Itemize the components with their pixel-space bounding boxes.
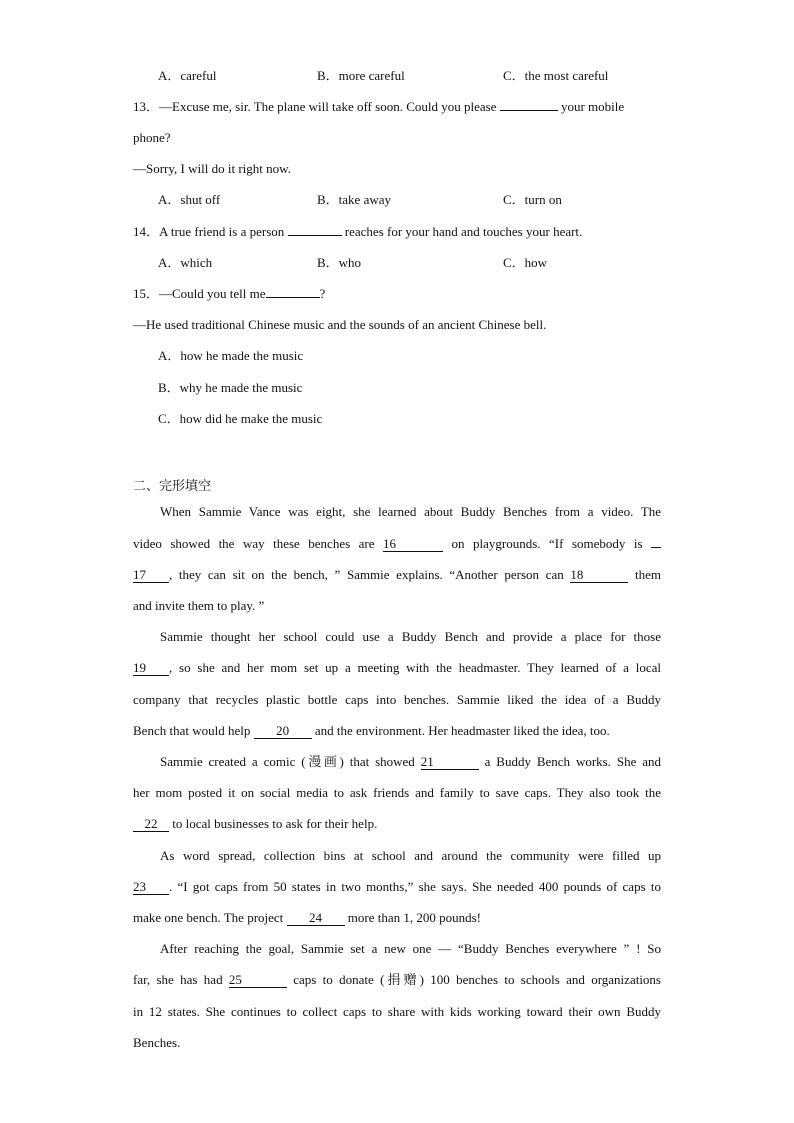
p1-line1: When Sammie Vance was eight, she learned about Buddy Benches from a video. The: [160, 504, 661, 519]
p1-line3-text-end: them: [635, 567, 662, 582]
blank-17[interactable]: 17: [133, 568, 169, 583]
q12-option-b[interactable]: B．more careful: [317, 68, 405, 83]
p4-line3-text: make one bench. The project: [133, 910, 284, 925]
blank-20[interactable]: 20: [254, 724, 312, 739]
q14-stem-text-end: reaches for your hand and touches your heart.: [344, 224, 583, 239]
p2-line4-text: Bench that would help: [133, 723, 251, 738]
blank-22[interactable]: 22: [133, 817, 169, 832]
p5-line2-text: far, she has had: [133, 972, 223, 987]
p3-line3-text: to local businesses to ask for their help.: [172, 816, 378, 831]
blank-18[interactable]: 18: [570, 568, 628, 583]
q15-option-a[interactable]: A．how he made the music: [158, 348, 304, 363]
q13-stem-text-end: your mobile: [560, 99, 625, 114]
blank-21[interactable]: 21: [421, 755, 479, 770]
p3-line1-text-end: a Buddy Bench works. She and: [484, 754, 662, 769]
blank-16[interactable]: 16: [383, 537, 443, 552]
p5-line2: [133, 972, 661, 988]
q14-option-c[interactable]: C．how: [503, 255, 548, 270]
p2-line3: company that recycles plastic bottle caps into benches. Sammie liked the idea of a Buddy: [133, 692, 661, 707]
blank-24[interactable]: 24: [287, 911, 345, 926]
p4-line1: As word spread, collection bins at school and around the community were filled up: [160, 848, 661, 863]
p2-line2: [133, 660, 661, 676]
q15-reply: —He used traditional Chinese music and the sounds of an ancient Chinese bell.: [133, 317, 547, 332]
q13-blank[interactable]: [500, 110, 558, 111]
q13-stem-text: 13．—Excuse me, sir. The plane will take off soon. Could you please: [133, 99, 497, 114]
p1-line2-text-end: on playgrounds. “If somebody is: [451, 536, 643, 551]
q14-option-b[interactable]: B．who: [317, 255, 362, 270]
q13-stem-continued: phone?: [133, 130, 171, 145]
q14-stem: [133, 224, 582, 240]
q13-option-b[interactable]: B．take away: [317, 192, 392, 207]
q13-option-c[interactable]: C．turn on: [503, 192, 562, 207]
p1-line2: [133, 536, 661, 552]
p1-line3: [133, 567, 661, 583]
q13-stem: [133, 99, 624, 115]
p3-line2: her mom posted it on social media to ask friends and family to save caps. They also took the: [133, 785, 661, 800]
blank-23[interactable]: 23: [133, 880, 169, 895]
q14-option-a[interactable]: A．which: [158, 255, 213, 270]
q15-stem-text: 15．—Could you tell me: [133, 286, 266, 301]
p3-line1: [133, 754, 661, 770]
p1-line4: and invite them to play. ”: [133, 598, 265, 613]
p4-line3: [133, 910, 481, 926]
q14-stem-text: 14．A true friend is a person: [133, 224, 285, 239]
p5-line4: Benches.: [133, 1035, 181, 1050]
p4-line2: [133, 879, 661, 895]
q15-blank[interactable]: [266, 297, 320, 298]
q15-stem-text-end: ?: [319, 286, 326, 301]
p1-line3-text: , they can sit on the bench, ” Sammie explains. “Another person can: [169, 567, 564, 582]
p2-line4: [133, 723, 610, 739]
p5-line1: After reaching the goal, Sammie set a new one — “Buddy Benches everywhere ” ! So: [160, 941, 661, 956]
p3-line3: [133, 816, 377, 832]
p2-line1: Sammie thought her school could use a Buddy Bench and provide a place for those: [160, 629, 661, 644]
q13-option-a[interactable]: A．shut off: [158, 192, 221, 207]
q15-option-c[interactable]: C．how did he make the music: [158, 411, 323, 426]
p2-line4-text-end: and the environment. Her headmaster liked the idea, too.: [314, 723, 610, 738]
p5-line3: in 12 states. She continues to collect caps to share with kids working toward their own Buddy: [133, 1004, 661, 1019]
p5-line2-text-end: caps to donate (捐赠) 100 benches to schools and organizations: [293, 972, 661, 987]
blank-19[interactable]: 19: [133, 661, 169, 676]
blank-25[interactable]: 25: [229, 973, 287, 988]
p3-line1-text: Sammie created a comic (漫画) that showed: [160, 754, 415, 769]
p1-line2-text: video showed the way these benches are: [133, 536, 375, 551]
p4-line3-text-end: more than 1, 200 pounds!: [347, 910, 482, 925]
p2-line2-text: , so she and her mom set up a meeting with the headmaster. They learned of a local: [169, 660, 661, 675]
q13-reply: —Sorry, I will do it right now.: [133, 161, 291, 176]
blank-17-start[interactable]: [651, 547, 661, 548]
q15-stem: [133, 286, 325, 302]
q12-option-c[interactable]: C．the most careful: [503, 68, 609, 83]
section-heading-cloze: 二、完形填空: [133, 479, 212, 494]
q14-blank[interactable]: [288, 235, 342, 236]
q15-option-b[interactable]: B．why he made the music: [158, 380, 303, 395]
q12-option-a[interactable]: A．careful: [158, 68, 217, 83]
p4-line2-text: . “I got caps from 50 states in two months,” she says. She needed 400 pounds of caps to: [169, 879, 661, 894]
